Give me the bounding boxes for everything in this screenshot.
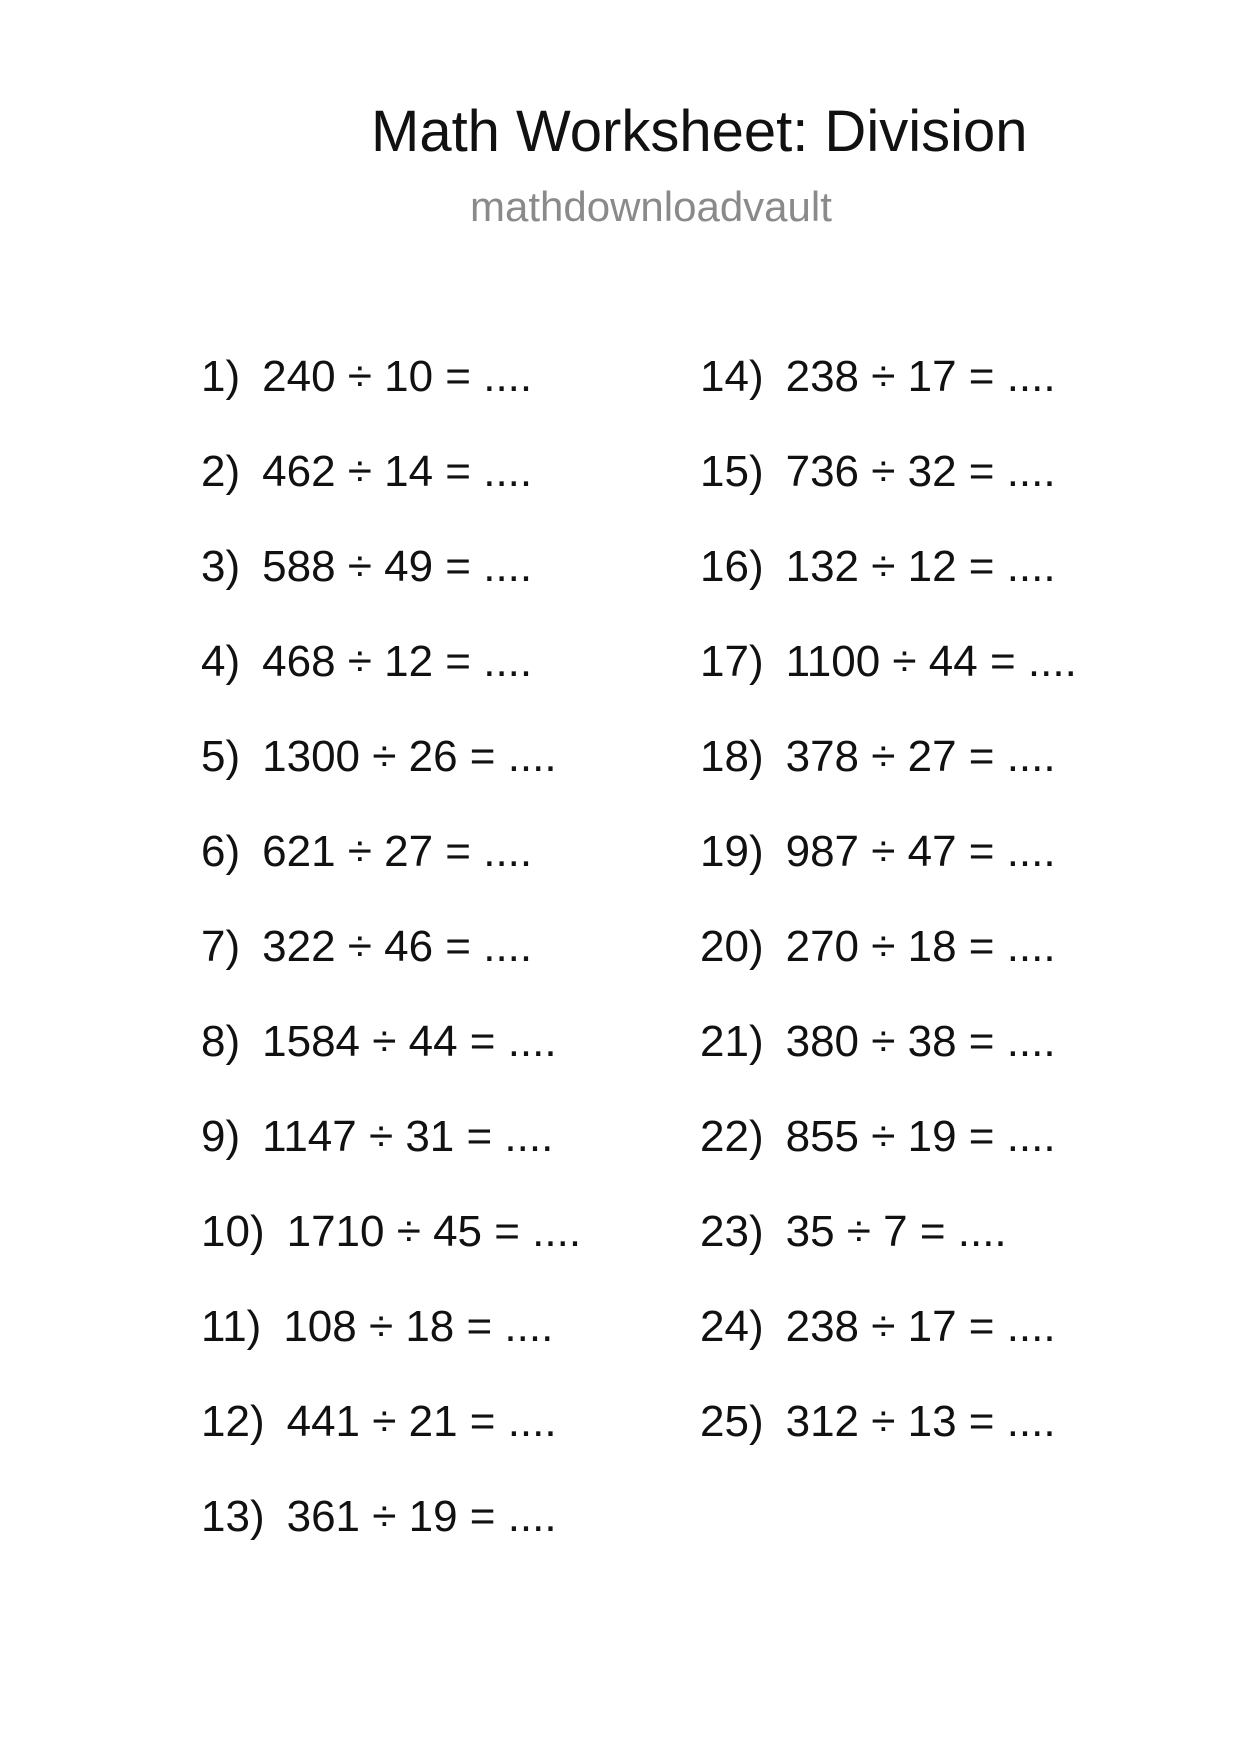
- problem-item: [201, 1489, 581, 1584]
- problems-column-left: [201, 349, 581, 1584]
- problem-expression: 108 ÷ 18 = ....: [283, 1302, 554, 1351]
- problem-number: 15): [700, 447, 764, 496]
- problem-item: [201, 1204, 581, 1299]
- problem-expression: 468 ÷ 12 = ....: [262, 637, 533, 686]
- problem-expression: 588 ÷ 49 = ....: [262, 542, 533, 591]
- problem-number: 21): [700, 1017, 764, 1066]
- problem-number: 17): [700, 637, 764, 686]
- problem-expression: 621 ÷ 27 = ....: [262, 827, 533, 876]
- problem-number: 4): [201, 637, 241, 686]
- problem-expression: 855 ÷ 19 = ....: [785, 1112, 1056, 1161]
- problem-number: 12): [201, 1397, 265, 1446]
- problem-number: 24): [700, 1302, 764, 1351]
- problem-expression: 270 ÷ 18 = ....: [785, 922, 1056, 971]
- problem-item: [201, 444, 581, 539]
- problem-number: 25): [700, 1397, 764, 1446]
- problem-number: 23): [700, 1207, 764, 1256]
- problem-item: [700, 1394, 1077, 1489]
- problem-expression: 736 ÷ 32 = ....: [785, 447, 1056, 496]
- problem-number: 16): [700, 542, 764, 591]
- problem-item: [201, 1014, 581, 1109]
- problem-number: 11): [201, 1302, 262, 1351]
- problem-expression: 1100 ÷ 44 = ....: [785, 637, 1077, 686]
- problem-item: [201, 634, 581, 729]
- problem-item: [700, 634, 1077, 729]
- problem-item: [700, 1014, 1077, 1109]
- problem-item: [700, 1109, 1077, 1204]
- problem-number: 8): [201, 1017, 241, 1066]
- problem-number: 22): [700, 1112, 764, 1161]
- problem-expression: 462 ÷ 14 = ....: [262, 447, 533, 496]
- problem-expression: 312 ÷ 13 = ....: [785, 1397, 1056, 1446]
- problem-item: [700, 444, 1077, 539]
- problem-item: [201, 539, 581, 634]
- problem-number: 9): [201, 1112, 241, 1161]
- problem-expression: 378 ÷ 27 = ....: [785, 732, 1056, 781]
- problem-expression: 238 ÷ 17 = ....: [785, 1302, 1056, 1351]
- problem-expression: 240 ÷ 10 = ....: [262, 352, 533, 401]
- problem-item: [700, 1204, 1077, 1299]
- problem-item: [700, 1299, 1077, 1394]
- problem-item: [201, 349, 581, 444]
- problem-number: 2): [201, 447, 241, 496]
- problem-expression: 987 ÷ 47 = ....: [785, 827, 1056, 876]
- problem-number: 19): [700, 827, 764, 876]
- problem-expression: 1147 ÷ 31 = ....: [262, 1112, 554, 1161]
- problem-number: 20): [700, 922, 764, 971]
- problem-expression: 441 ÷ 21 = ....: [286, 1397, 557, 1446]
- problem-item: [700, 919, 1077, 1014]
- problem-item: [201, 1299, 581, 1394]
- problem-expression: 322 ÷ 46 = ....: [262, 922, 533, 971]
- page-subtitle: mathdownloadvault: [470, 183, 832, 230]
- problem-expression: 132 ÷ 12 = ....: [785, 542, 1056, 591]
- problem-item: [201, 1109, 581, 1204]
- problem-number: 3): [201, 542, 241, 591]
- problem-number: 13): [201, 1492, 265, 1541]
- problem-expression: 1584 ÷ 44 = ....: [262, 1017, 557, 1066]
- problem-expression: 1710 ÷ 45 = ....: [286, 1207, 582, 1256]
- problem-number: 6): [201, 827, 241, 876]
- problem-expression: 380 ÷ 38 = ....: [785, 1017, 1056, 1066]
- problem-item: [700, 539, 1077, 634]
- problem-item: [201, 824, 581, 919]
- page-title: Math Worksheet: Division: [371, 99, 1028, 164]
- problem-expression: 1300 ÷ 26 = ....: [262, 732, 557, 781]
- problems-column-right: [700, 349, 1077, 1489]
- problem-item: [700, 349, 1077, 444]
- problem-number: 1): [201, 352, 241, 401]
- problem-item: [201, 1394, 581, 1489]
- problem-number: 18): [700, 732, 764, 781]
- problem-item: [201, 729, 581, 824]
- problem-number: 10): [201, 1207, 265, 1256]
- problem-item: [201, 919, 581, 1014]
- problem-number: 14): [700, 352, 764, 401]
- problem-number: 7): [201, 922, 241, 971]
- problem-number: 5): [201, 732, 241, 781]
- problem-expression: 361 ÷ 19 = ....: [286, 1492, 557, 1541]
- problem-item: [700, 824, 1077, 919]
- problem-expression: 238 ÷ 17 = ....: [785, 352, 1056, 401]
- problem-expression: 35 ÷ 7 = ....: [785, 1207, 1007, 1256]
- problem-item: [700, 729, 1077, 824]
